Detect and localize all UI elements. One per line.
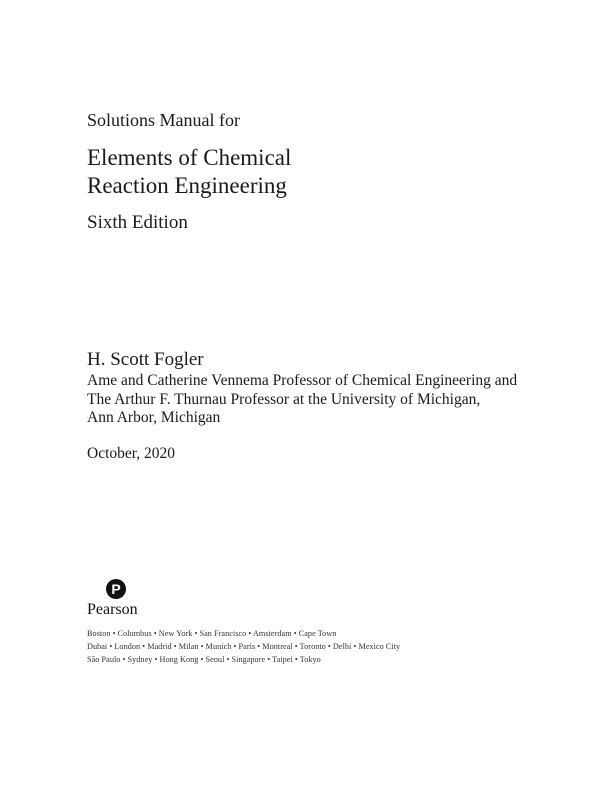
edition: Sixth Edition	[87, 212, 188, 233]
publisher-cities-line-3: São Paulo • Sydney • Hong Kong • Seoul • Singapore • Taipei • Tokyo	[87, 655, 321, 664]
book-title-line-2: Reaction Engineering	[87, 173, 287, 198]
publication-date: October, 2020	[87, 445, 176, 462]
author-affiliation-line-1: Ame and Catherine Vennema Professor of Chemical Engineering and	[87, 372, 518, 389]
publisher-cities-line-1: Boston • Columbus • New York • San Francisco • Amsterdam • Cape Town	[87, 629, 337, 638]
pearson-logo-icon	[106, 579, 126, 599]
publisher-name: Pearson	[87, 601, 138, 618]
author-name: H. Scott Fogler	[87, 349, 204, 370]
author-affiliation-line-2: The Arthur F. Thurnau Professor at the University of Michigan,	[87, 391, 481, 408]
subtitle-pre: Solutions Manual for	[87, 110, 240, 130]
book-title-line-1: Elements of Chemical	[87, 145, 292, 170]
author-affiliation-line-3: Ann Arbor, Michigan	[87, 409, 221, 426]
pearson-logo-letter: P	[111, 581, 121, 597]
publisher-cities-line-2: Dubai • London • Madrid • Milan • Munich • Paris • Montreal • Toronto • Delhi • Mexico City	[87, 642, 401, 651]
